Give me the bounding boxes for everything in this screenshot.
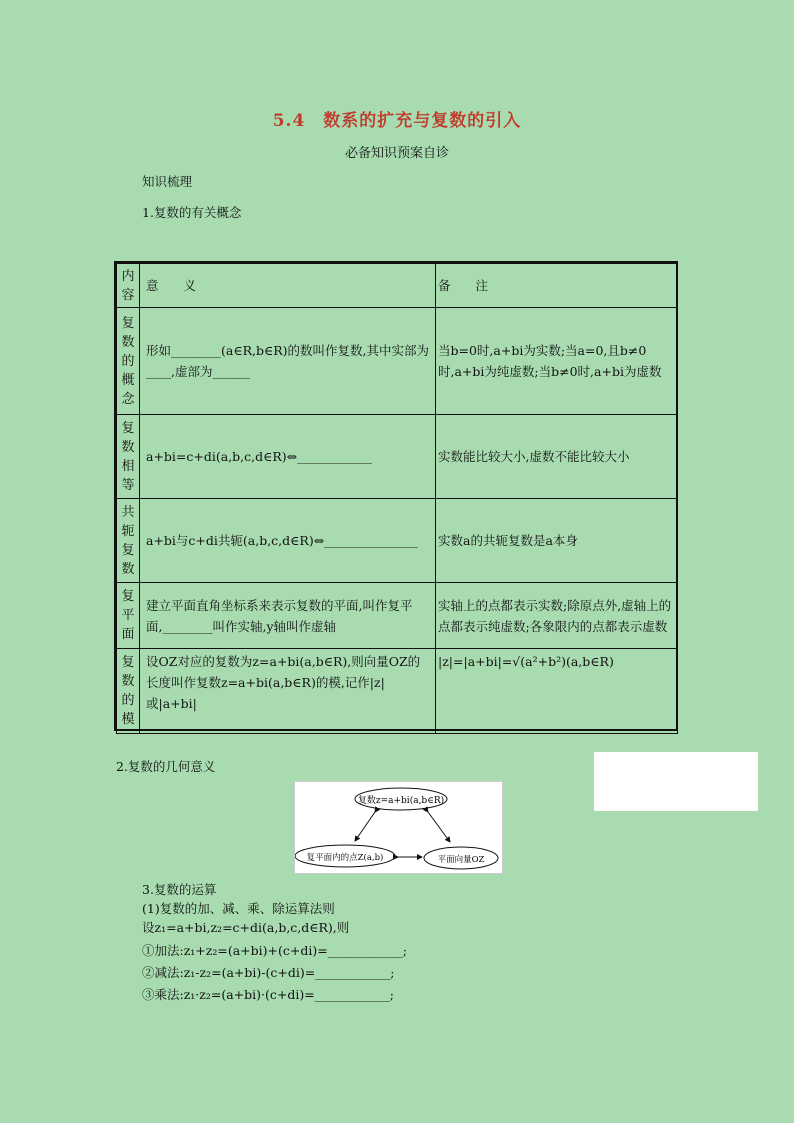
header-note: 备 注 (436, 264, 678, 308)
page-subtitle: 必备知识预案自诊 (344, 146, 449, 161)
concepts-table (116, 263, 678, 734)
row-note: 实数a的共轭复数是a本身 (436, 499, 678, 583)
item2-heading: 2.复数的几何意义 (116, 759, 216, 774)
row-label: 共 轭 复 数 (117, 499, 140, 583)
ops-line: 设z₁=a+bi,z₂=c+di(a,b,c,d∈R),则 (142, 920, 350, 935)
table-row (117, 415, 678, 499)
arrow-top-right (428, 812, 450, 842)
row-label: 复 数 的 模 (117, 649, 140, 734)
page-title: 5.4 数系的扩充与复数的引入 (272, 111, 522, 131)
ops-line: (1)复数的加、减、乘、除运算法则 (142, 901, 335, 916)
header-content: 内 容 (117, 264, 140, 308)
item1-heading: 1.复数的有关概念 (142, 205, 242, 220)
node-left: 复平面内的点Z(a,b) (306, 853, 384, 863)
row-note: 实轴上的点都表示实数;除原点外,虚轴上的点都表示纯虚数;各象限内的点都表示虚数 (436, 583, 678, 649)
section-label: 知识梳理 (142, 174, 193, 189)
row-note: 当b=0时,a+bi为实数;当a=0,且b≠0时,a+bi为纯虚数;当b≠0时,a+bi为虚数 (436, 308, 678, 415)
row-meaning: a+bi与c+di共轭(a,b,c,d∈R)⇔_______________ (140, 499, 436, 583)
node-right: 平面向量OZ (437, 855, 485, 865)
row-label: 复 数 相 等 (117, 415, 140, 499)
header-meaning: 意 义 (140, 264, 436, 308)
blank-image-box (594, 752, 758, 811)
table-row (117, 499, 678, 583)
ops-line: ③乘法:z₁·z₂=(a+bi)·(c+di)=____________; (142, 987, 394, 1002)
table-row (117, 649, 678, 734)
ops-line: ①加法:z₁+z₂=(a+bi)+(c+di)=____________; (142, 943, 407, 958)
diagram-svg (295, 782, 502, 873)
row-meaning: 形如________(a∈R,b∈R)的数叫作复数,其中实部为____,虚部为______ (140, 308, 436, 415)
row-note: |z|=|a+bi|=√(a²+b²)(a,b∈R) (436, 649, 678, 734)
geometry-diagram (294, 781, 503, 874)
node-top: 复数z=a+bi(a,b∈R) (357, 796, 445, 806)
row-label: 复 数 的 概 念 (117, 308, 140, 415)
table-row (117, 583, 678, 649)
row-meaning: a+bi=c+di(a,b,c,d∈R)⇔____________ (140, 415, 436, 499)
row-note: 实数能比较大小,虚数不能比较大小 (436, 415, 678, 499)
row-label: 复 平 面 (117, 583, 140, 649)
item3-heading: 3.复数的运算 (142, 882, 217, 897)
table-header-row (117, 264, 678, 308)
ops-line: ②减法:z₁-z₂=(a+bi)-(c+di)=____________; (142, 965, 395, 980)
row-meaning: 设OZ对应的复数为z=a+bi(a,b∈R),则向量OZ的长度叫作复数z=a+bi(a,b∈R)的模,记作|z|或|a+bi| (140, 649, 436, 734)
table-row (117, 308, 678, 415)
row-meaning: 建立平面直角坐标系来表示复数的平面,叫作复平面,________叫作实轴,y轴叫作虚轴 (140, 583, 436, 649)
arrow-top-left (355, 812, 375, 841)
